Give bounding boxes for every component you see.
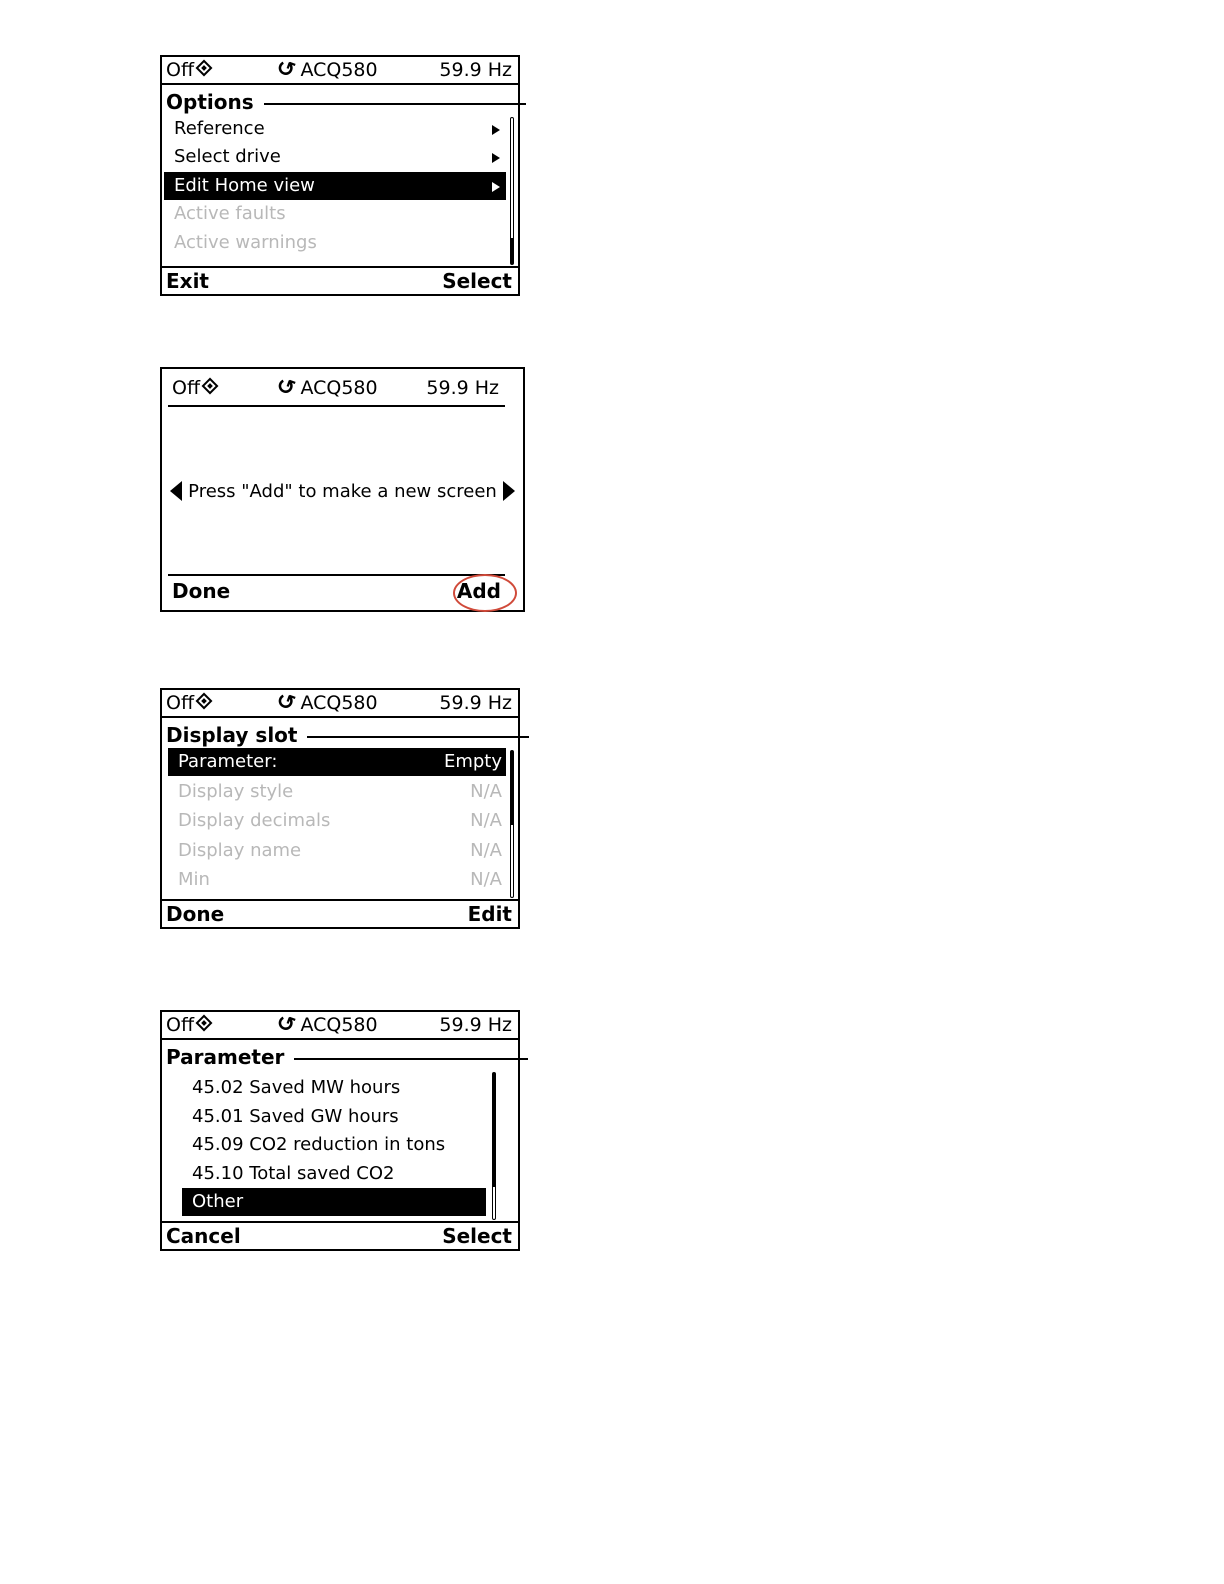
list-item[interactable]: 45.02 Saved MW hours	[192, 1077, 401, 1098]
rotation-direction-icon: ↻	[272, 1009, 299, 1040]
list-item[interactable]: 45.01 Saved GW hours	[192, 1106, 399, 1127]
add-screen-message: Press "Add" to make a new screen	[170, 479, 515, 505]
scrollbar-thumb[interactable]	[511, 238, 513, 264]
next-screen-arrow-icon[interactable]	[503, 481, 515, 501]
list-item[interactable]: 45.09 CO2 reduction in tons	[192, 1134, 446, 1155]
submenu-arrow-icon	[492, 153, 500, 163]
menu-item-select-drive[interactable]: Select drive	[164, 143, 506, 171]
local-remote-icon	[196, 693, 213, 710]
select-softkey[interactable]: Select	[442, 269, 512, 293]
softkey-bar	[162, 899, 518, 927]
screen-title: Options	[166, 89, 514, 115]
output-frequency: 59.9 Hz	[439, 1014, 512, 1036]
drive-name: ↻ ACQ580	[272, 54, 378, 85]
local-remote-icon	[202, 378, 219, 395]
scrollbar[interactable]	[510, 750, 514, 898]
output-frequency: 59.9 Hz	[439, 59, 512, 81]
done-softkey[interactable]: Done	[172, 579, 231, 603]
add-softkey[interactable]: Add	[456, 579, 501, 603]
list-item[interactable]: 45.10 Total saved CO2	[192, 1163, 395, 1184]
menu-item-reference[interactable]: Reference	[164, 115, 506, 143]
submenu-arrow-icon	[492, 182, 500, 192]
status-bar	[162, 54, 518, 85]
display-slot-screen	[160, 688, 520, 929]
menu-item-edit-home-view[interactable]: Edit Home view	[164, 172, 506, 200]
row-parameter[interactable]: Parameter: Empty	[168, 748, 506, 776]
cancel-softkey[interactable]: Cancel	[166, 1224, 241, 1248]
min-value: N/A	[470, 869, 502, 890]
select-softkey[interactable]: Select	[442, 1224, 512, 1248]
list-item-other[interactable]: Other	[182, 1188, 486, 1216]
row-display-style[interactable]: Display style N/A	[168, 778, 506, 806]
parameter-screen	[160, 1010, 520, 1251]
screen-title: Parameter	[166, 1044, 514, 1070]
display-slot-list	[168, 748, 506, 898]
submenu-arrow-icon	[492, 125, 500, 135]
rotation-direction-icon: ↻	[272, 687, 299, 718]
menu-item-active-faults[interactable]: Active faults	[174, 203, 286, 224]
rotation-direction-icon: ↻	[272, 372, 299, 403]
exit-softkey[interactable]: Exit	[166, 269, 209, 293]
output-frequency: 59.9 Hz	[426, 377, 499, 399]
previous-screen-arrow-icon[interactable]	[170, 481, 182, 501]
status-bar	[162, 687, 518, 718]
local-remote-icon	[196, 60, 213, 77]
title-divider	[294, 1058, 528, 1060]
screen-title: Display slot	[166, 722, 514, 748]
status-bar	[162, 1009, 518, 1040]
options-screen	[160, 55, 520, 296]
title-divider	[307, 736, 529, 738]
options-list	[164, 115, 506, 265]
home-view-screen	[160, 367, 525, 612]
display-style-value: N/A	[470, 781, 502, 802]
output-frequency: 59.9 Hz	[439, 692, 512, 714]
parameter-value: Empty	[443, 751, 502, 772]
softkey-bar	[162, 266, 518, 294]
row-min[interactable]: Min N/A	[168, 866, 506, 894]
drive-state: Off	[166, 1012, 210, 1038]
drive-name: ↻ ACQ580	[272, 372, 378, 403]
row-display-name[interactable]: Display name N/A	[168, 837, 506, 865]
scrollbar-thumb[interactable]	[493, 1073, 495, 1187]
scrollbar-thumb[interactable]	[511, 751, 513, 825]
drive-state: Off	[172, 375, 216, 401]
scrollbar[interactable]	[510, 117, 514, 265]
done-softkey[interactable]: Done	[166, 902, 225, 926]
local-remote-icon	[196, 1015, 213, 1032]
status-bar	[168, 372, 505, 407]
add-highlight-circle	[453, 574, 517, 612]
drive-state: Off	[166, 690, 210, 716]
softkey-bar	[168, 574, 505, 606]
display-decimals-value: N/A	[470, 810, 502, 831]
display-name-value: N/A	[470, 840, 502, 861]
parameter-list	[182, 1074, 486, 1224]
drive-name: ↻ ACQ580	[272, 1009, 378, 1040]
edit-softkey[interactable]: Edit	[467, 902, 512, 926]
scrollbar[interactable]	[492, 1072, 496, 1220]
title-divider	[264, 103, 526, 105]
row-display-decimals[interactable]: Display decimals N/A	[168, 807, 506, 835]
drive-name: ↻ ACQ580	[272, 687, 378, 718]
menu-item-active-warnings[interactable]: Active warnings	[174, 232, 317, 253]
drive-state: Off	[166, 57, 210, 83]
softkey-bar	[162, 1221, 518, 1249]
rotation-direction-icon: ↻	[272, 54, 299, 85]
